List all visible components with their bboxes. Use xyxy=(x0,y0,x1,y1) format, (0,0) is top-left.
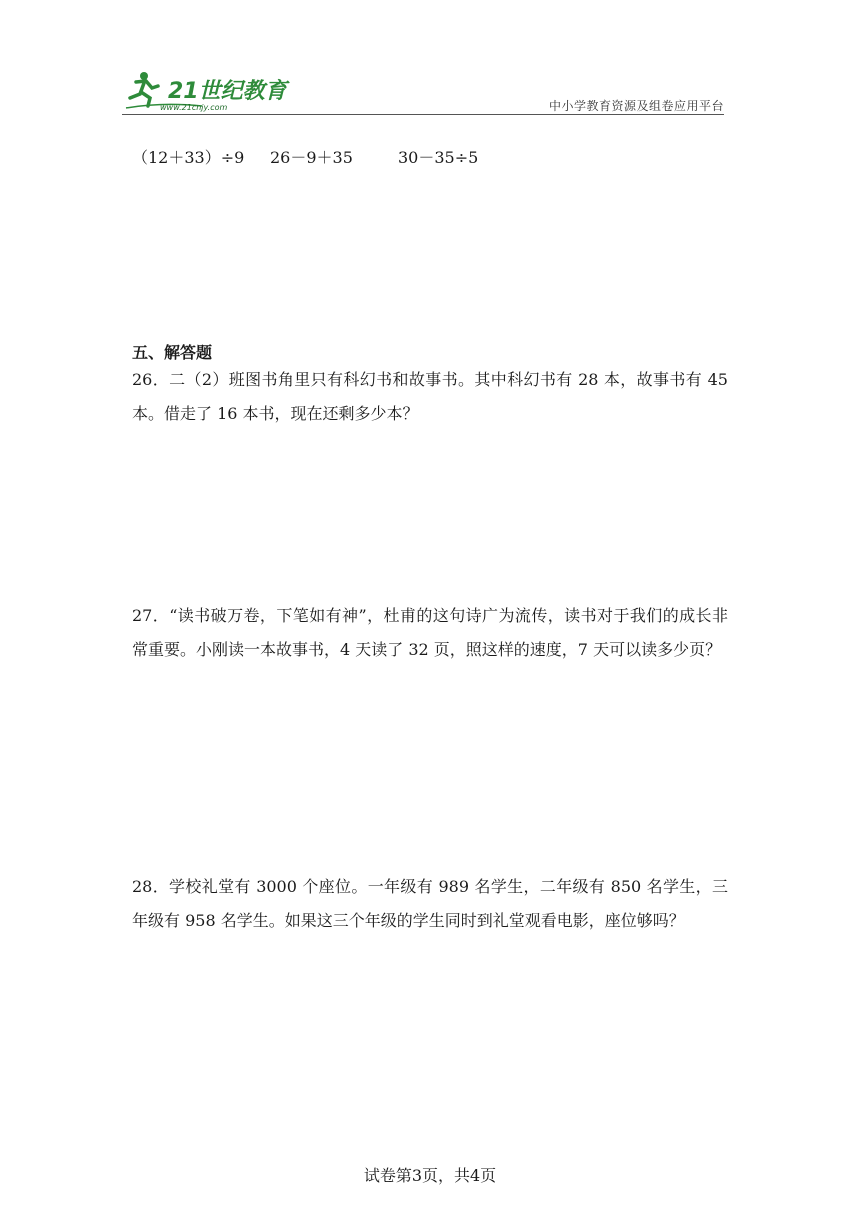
header-divider xyxy=(122,114,724,115)
section-title: 五、解答题 xyxy=(132,343,213,362)
platform-label: 中小学教育资源及组卷应用平台 xyxy=(548,99,724,113)
site-logo xyxy=(122,68,292,114)
expression-3: 30－35÷5 xyxy=(398,148,479,167)
logo-title: 21世纪教育 xyxy=(168,79,287,104)
question-28: 28．学校礼堂有 3000 个座位。一年级有 989 名学生，二年级有 850 名学生，三年级有 958 名学生。如果这三个年级的学生同时到礼堂观看电影，座位够吗？ xyxy=(132,877,728,930)
question-26: 26．二（2）班图书角里只有科幻书和故事书。其中科幻书有 28 本，故事书有 45 本。借走了 16 本书，现在还剩多少本？ xyxy=(132,370,728,423)
expression-2: 26－9＋35 xyxy=(270,148,353,167)
logo-graphic xyxy=(122,68,292,114)
expression-1: （12＋33）÷9 xyxy=(132,148,245,167)
logo-url: www.21cnjy.com xyxy=(160,103,228,112)
question-27: 27．“读书破万卷，下笔如有神”，杜甫的这句诗广为流传，读书对于我们的成长非常重要。小刚读一本故事书，4 天读了 32 页，照这样的速度，7 天可以读多少页？ xyxy=(132,606,728,659)
page-footer: 试卷第3页，共4页 xyxy=(363,1166,497,1185)
